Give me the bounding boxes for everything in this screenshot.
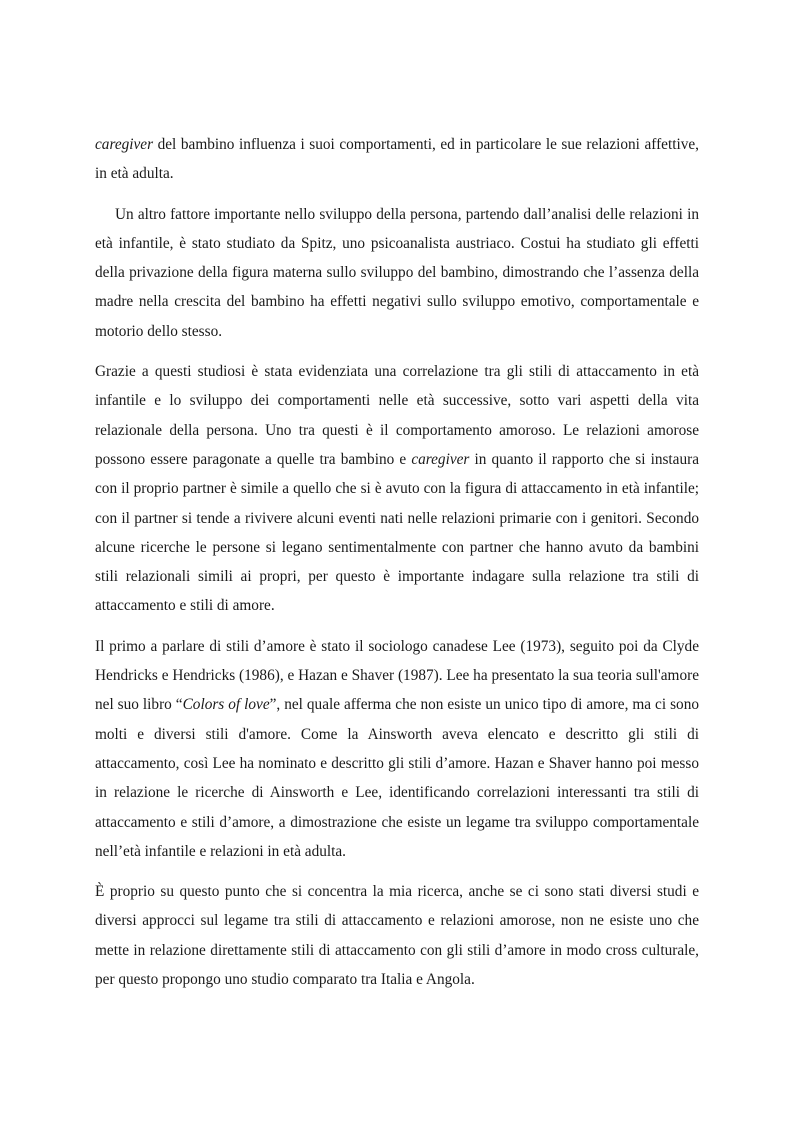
document-body xyxy=(95,130,699,1005)
paragraph-3 xyxy=(95,357,699,621)
italic-term: caregiver xyxy=(411,450,470,468)
paragraph-text: ”, nel quale afferma che non esiste un unico tipo di amore, ma ci sono molti e diversi stili d'amore. Come la Ainsworth aveva elencato e descritto gli stili di attaccamento, così Lee ha nominato e descritto gli stili d’amore. Hazan e Shaver hanno poi messo in relazione le ricerche di Ainsworth e Lee, identificando correlazioni interessanti tra stili di attaccamento e stili d’amore, a dimostrazione che esiste un legame tra sviluppo comportamentale nell’età infantile e relazioni in età adulta. xyxy=(95,696,699,860)
paragraph-text: Un altro fattore importante nello sviluppo della persona, partendo dall’analisi delle relazioni in età infantile, è stato studiato da Spitz, uno psicoanalista austriaco. Costui ha studiato gli effetti della privazione della figura materna sullo sviluppo del bambino, dimostrando che l’assenza della madre nella crescita del bambino ha effetti negativi sullo sviluppo emotivo, comportamentale e motorio dello stesso. xyxy=(95,205,699,340)
paragraph-text: del bambino influenza i suoi comportamenti, ed in particolare le sue relazioni affettive, in età adulta. xyxy=(95,136,699,183)
paragraph-text: in quanto il rapporto che si instaura con il proprio partner è simile a quello che si è avuto con la figura di attaccamento in età infantile; con il partner si tende a rivivere alcuni eventi nati nelle relazioni primarie con i genitori. Secondo alcune ricerche le persone si legano sentimentalmente con partner che hanno avuto da bambini stili relazionali simili ai propri, per questo è importante indagare sulla relazione tra stili di attaccamento e stili di amore. xyxy=(95,450,700,615)
italic-term: caregiver xyxy=(95,136,154,153)
paragraph-5 xyxy=(95,877,699,994)
paragraph-1 xyxy=(95,130,699,189)
paragraph-4 xyxy=(95,632,699,866)
book-title: Colors of love xyxy=(182,696,270,714)
paragraph-text: È proprio su questo punto che si concentra la mia ricerca, anche se ci sono stati diversi studi e diversi approcci sul legame tra stili di attaccamento e relazioni amorose, non ne esiste uno che mette in relazione direttamente stili di attaccamento con gli stili d’amore in modo cross culturale, per questo propongo uno studio comparato tra Italia e Angola. xyxy=(95,883,699,989)
paragraph-text: Il primo a parlare di stili d’amore è stato il sociologo canadese Lee (1973), seguito poi da Clyde Hendricks e Hendricks (1986), e Hazan e Shaver (1987). Lee ha presentato la sua teoria sull'amore nel suo libro “ xyxy=(95,637,699,714)
paragraph-2 xyxy=(95,200,699,346)
paragraph-text: Grazie a questi studiosi è stata evidenziata una correlazione tra gli stili di attaccamento in età infantile e lo sviluppo dei comportamenti nelle età successive, sotto vari aspetti della vita relazionale della persona. Uno tra questi è il comportamento amoroso. Le relazioni amorose possono essere paragonate a quelle tra bambino e xyxy=(95,363,699,468)
